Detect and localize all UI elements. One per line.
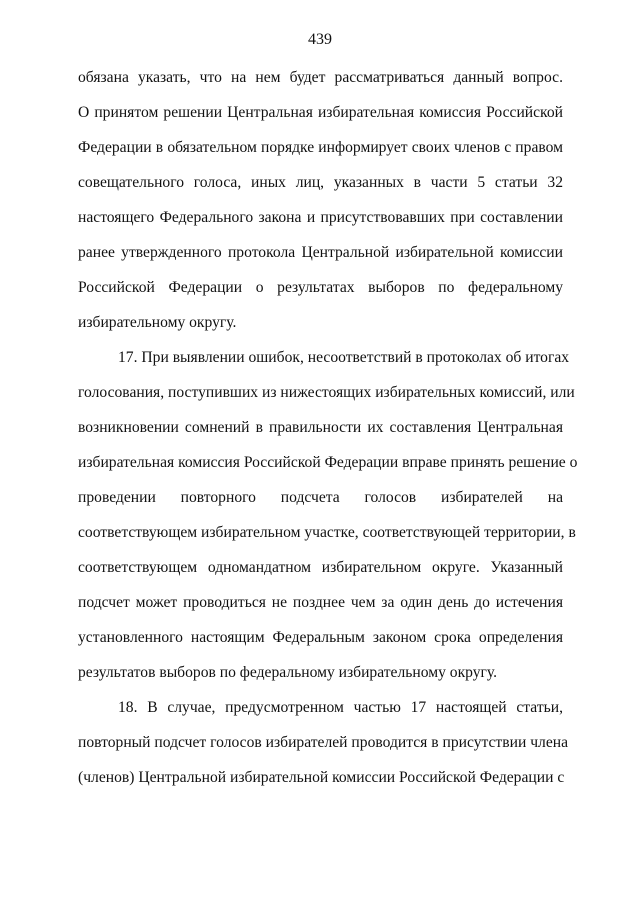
text-line: подсчет может проводиться не позднее чем за один день до истечения xyxy=(78,594,563,611)
text-line: О принятом решении Центральная избирательная комиссия Российской xyxy=(78,104,563,121)
text-line: соответствующем избирательном участке, соответствующей территории, в xyxy=(78,524,576,541)
text-line: (членов) Центральной избирательной комиссии Российской Федерации с xyxy=(78,769,565,786)
text-line: совещательного голоса, иных лиц, указанных в части 5 статьи 32 xyxy=(78,174,563,191)
text-line: соответствующем одномандатном избирательном округе. Указанный xyxy=(78,559,563,576)
page-number: 439 xyxy=(308,31,332,48)
text-line: избирательная комиссия Российской Федерации вправе принять решение о xyxy=(78,454,578,471)
text-line: результатов выборов по федеральному избирательному округу. xyxy=(78,664,498,681)
text-line: избирательному округу. xyxy=(78,314,237,331)
text-line: ранее утвержденного протокола Центральной избирательной комиссии xyxy=(78,244,563,261)
paragraph-18-first-line: 18. В случае, предусмотренном частью 17 настоящей статьи, xyxy=(118,699,563,716)
text-line: повторный подсчет голосов избирателей проводится в присутствии члена xyxy=(78,734,569,751)
text-line: настоящего Федерального закона и присутствовавших при составлении xyxy=(78,209,563,226)
text-line: обязана указать, что на нем будет рассматриваться данный вопрос. xyxy=(78,69,563,86)
text-line: Российской Федерации о результатах выборов по федеральному xyxy=(78,279,563,296)
text-line: проведении повторного подсчета голосов избирателей на xyxy=(78,489,563,506)
text-line: голосования, поступивших из нижестоящих избирательных комиссий, или xyxy=(78,384,575,401)
text-line: установленного настоящим Федеральным законом срока определения xyxy=(78,629,563,646)
text-line: Федерации в обязательном порядке информирует своих членов с правом xyxy=(78,139,563,156)
text-line: возникновении сомнений в правильности их составления Центральная xyxy=(78,419,563,436)
paragraph-17-first-line: 17. При выявлении ошибок, несоответствий в протоколах об итогах xyxy=(118,349,570,366)
